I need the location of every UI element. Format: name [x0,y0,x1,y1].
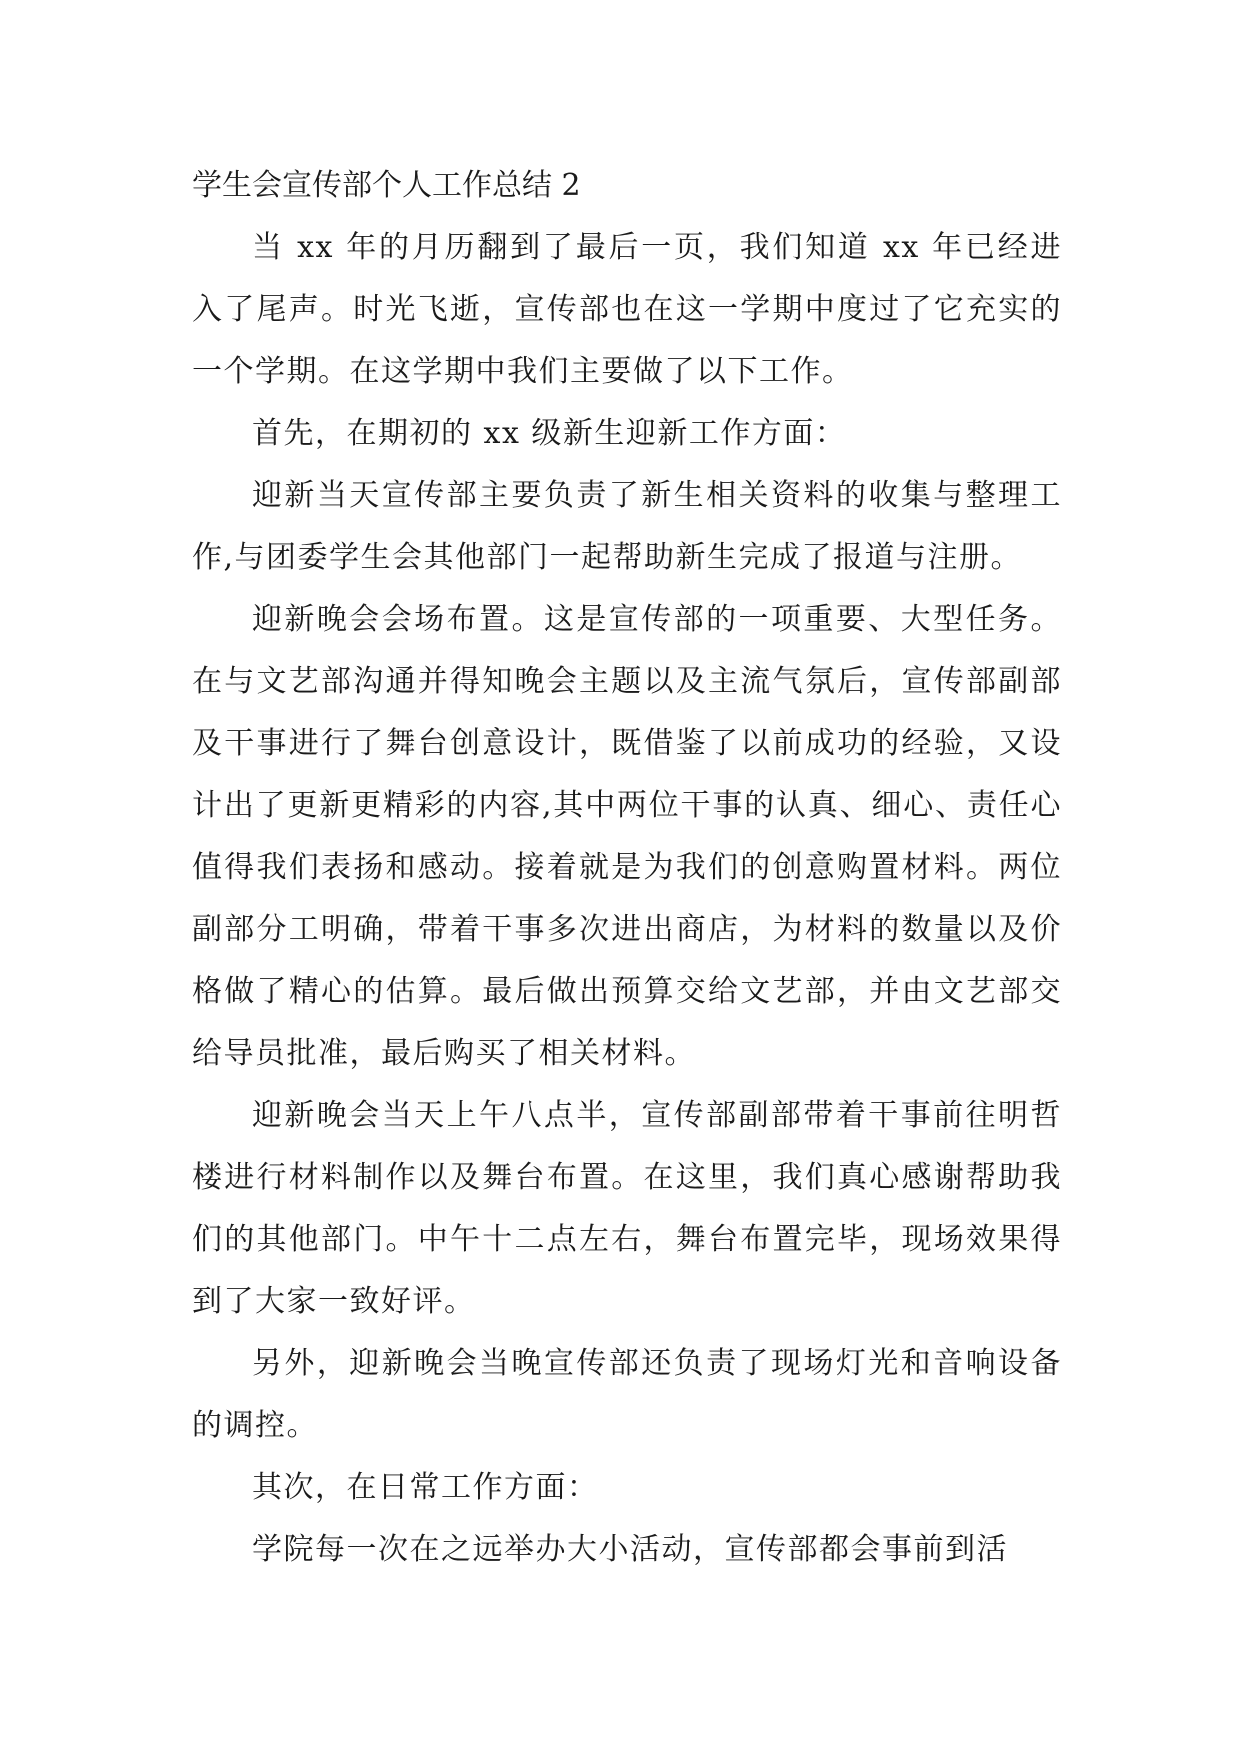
paragraph-venue-setup: 迎新晚会会场布置。这是宣传部的一项重要、大型任务。在与文艺部沟通并得知晚会主题以及主流气氛后，宣传部副部及干事进行了舞台创意设计，既借鉴了以前成功的经验，又设计出了更新更精彩的内容,其中两位干事的认真、细心、责任心值得我们表扬和感动。接着就是为我们的创意购置材料。两位副部分工明确，带着干事多次进出商店，为材料的数量以及价格做了精心的估算。最后做出预算交给文艺部，并由文艺部交给导员批准，最后购买了相关材料。 [192,602,1062,1071]
document-title: 学生会宣传部个人工作总结 2 [192,168,581,203]
paragraph-daily-work: 学院每一次在之远举办大小活动，宣传部都会事前到活 [252,1532,1008,1567]
paragraph-party-morning: 迎新晚会当天上午八点半，宣传部副部带着干事前往明哲楼进行材料制作以及舞台布置。在这里，我们真心感谢帮助我们的其他部门。中午十二点左右，舞台布置完毕，现场效果得到了大家一致好评。 [192,1098,1062,1319]
paragraph-first-heading: 首先，在期初的 xx 级新生迎新工作方面： [252,416,847,451]
paragraph-intro: 当 xx 年的月历翻到了最后一页，我们知道 xx 年已经进入了尾声。时光飞逝，宣传部也在这一学期中度过了它充实的一个学期。在这学期中我们主要做了以下工作。 [192,230,1062,389]
paragraph-lighting-sound: 另外，迎新晚会当晚宣传部还负责了现场灯光和音响设备的调控。 [192,1346,1062,1443]
paragraph-second-heading: 其次，在日常工作方面： [252,1470,599,1505]
document-body [192,155,1062,1581]
paragraph-welcome-day: 迎新当天宣传部主要负责了新生相关资料的收集与整理工作,与团委学生会其他部门一起帮助新生完成了报道与注册。 [192,478,1062,575]
